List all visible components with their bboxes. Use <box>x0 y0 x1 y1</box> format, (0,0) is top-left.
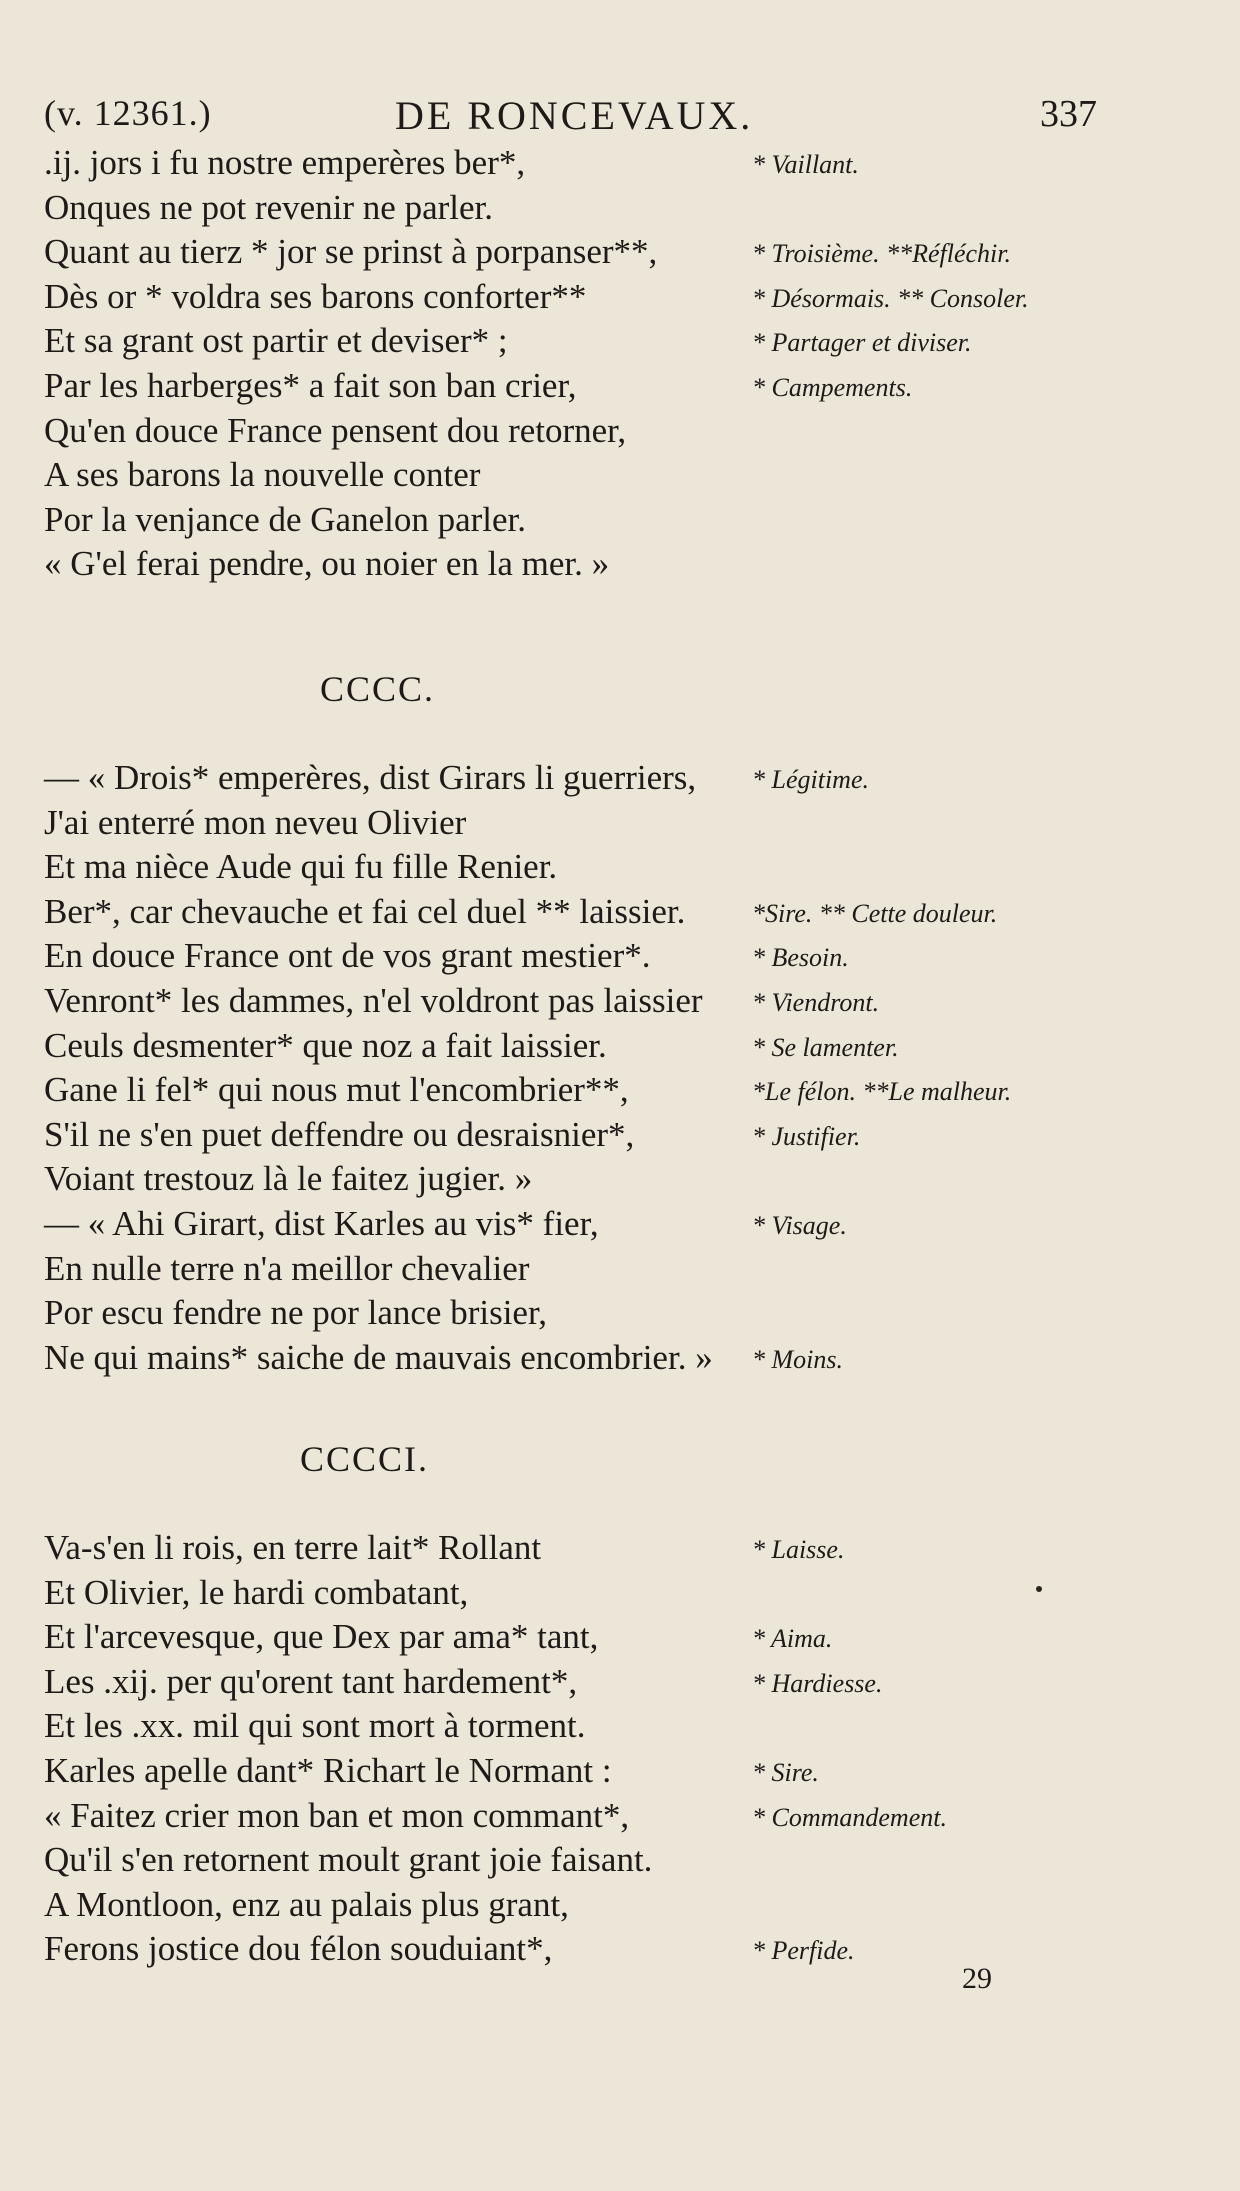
gloss-note: * Visage. <box>752 1211 847 1240</box>
verse-line: Gane li fel* qui nous mut l'encombrier**, <box>44 1070 629 1110</box>
gloss-note: * Laisse. <box>752 1535 845 1564</box>
signature-mark: 29 <box>962 1962 992 1995</box>
verse-line: S'il ne s'en puet deffendre ou desraisnier*, <box>44 1114 635 1154</box>
verse-line: — « Drois* emperères, dist Girars li guerriers, <box>44 758 697 797</box>
verse-line: Por la venjance de Ganelon parler. <box>44 499 527 539</box>
verse-line: Karles apelle dant* Richart le Normant : <box>44 1751 612 1790</box>
gloss-note: * Campements. <box>752 373 913 402</box>
verse-line: Por escu fendre ne por lance brisier, <box>44 1293 547 1333</box>
gloss-note: * Troisième. **Réfléchir. <box>752 239 1012 269</box>
gloss-note: * Viendront. <box>752 988 880 1017</box>
verse-line: Dès or * voldra ses barons conforter** <box>44 276 587 316</box>
verse-line: J'ai enterré mon neveu Olivier <box>44 802 467 842</box>
verse-line: Va-s'en li rois, en terre lait* Rollant <box>44 1528 542 1567</box>
gloss-note: * Moins. <box>752 1344 843 1374</box>
page-number: 337 <box>1040 93 1097 135</box>
verse-line: « Faitez crier mon ban et mon commant*, <box>44 1795 630 1835</box>
gloss-note: * Commandement. <box>752 1802 947 1832</box>
stanza-heading: CCCC. <box>320 669 436 709</box>
print-speck <box>1036 1586 1042 1592</box>
verse-line: Ne qui mains* saiche de mauvais encombrier. » <box>44 1337 713 1377</box>
verse-line: Ceuls desmenter* que noz a fait laissier. <box>44 1025 607 1065</box>
verse-line: Et les .xx. mil qui sont mort à torment. <box>44 1706 586 1746</box>
gloss-note: * Sire. <box>752 1758 819 1787</box>
running-title: DE RONCEVAUX. <box>395 93 754 138</box>
verse-line: Et ma nièce Aude qui fu fille Renier. <box>44 847 558 887</box>
verse-line: Par les harberges* a fait son ban crier, <box>44 366 577 405</box>
gloss-note: * Légitime. <box>752 765 869 794</box>
verse-range: (v. 12361.) <box>44 93 212 133</box>
gloss-note: *Le félon. **Le malheur. <box>752 1077 1012 1107</box>
verse-line: Et l'arcevesque, que Dex par ama* tant, <box>44 1617 599 1657</box>
verse-line: En douce France ont de vos grant mestier*. <box>44 936 651 976</box>
verse-line: A ses barons la nouvelle conter <box>44 455 481 495</box>
verse-line: Qu'en douce France pensent dou retorner, <box>44 410 627 450</box>
gloss-note: * Besoin. <box>752 943 849 973</box>
verse-line: A Montloon, enz au palais plus grant, <box>44 1884 569 1924</box>
gloss-note: *Sire. ** Cette douleur. <box>752 898 998 928</box>
verse-line: Et Olivier, le hardi combatant, <box>44 1572 469 1612</box>
verse-line: Et sa grant ost partir et deviser* ; <box>44 321 508 361</box>
verse-line: Venront* les dammes, n'el voldront pas laissier <box>44 981 703 1020</box>
gloss-note: * Perfide. <box>752 1936 855 1966</box>
gloss-note: * Désormais. ** Consoler. <box>752 283 1029 313</box>
page-header <box>0 92 1240 142</box>
gloss-note: * Hardiesse. <box>752 1668 883 1698</box>
gloss-note: * Partager et diviser. <box>752 328 972 358</box>
verse-line: .ij. jors i fu nostre emperères ber*, <box>44 143 526 182</box>
gloss-note: * Se lamenter. <box>752 1032 899 1062</box>
verse-line: Qu'il s'en retornent moult grant joie faisant. <box>44 1840 653 1880</box>
verse-line: Quant au tierz * jor se prinst à porpanser**, <box>44 232 658 272</box>
gloss-note: * Vaillant. <box>752 150 859 179</box>
verse-line: Ber*, car chevauche et fai cel duel ** laissier. <box>44 891 686 931</box>
verse-line: Ferons jostice dou félon souduiant*, <box>44 1929 553 1969</box>
verse-line: Les .xij. per qu'orent tant hardement*, <box>44 1661 578 1701</box>
verse-line: — « Ahi Girart, dist Karles au vis* fier, <box>44 1204 599 1243</box>
verse-line: En nulle terre n'a meillor chevalier <box>44 1248 530 1288</box>
gloss-note: * Justifier. <box>752 1121 861 1151</box>
verse-line: Voiant trestouz là le faitez jugier. » <box>44 1159 533 1199</box>
verse-line: Onques ne pot revenir ne parler. <box>44 187 494 227</box>
gloss-note: * Aima. <box>752 1624 833 1654</box>
verse-line: « G'el ferai pendre, ou noier en la mer. » <box>44 544 610 584</box>
stanza-heading: CCCCI. <box>300 1439 430 1479</box>
